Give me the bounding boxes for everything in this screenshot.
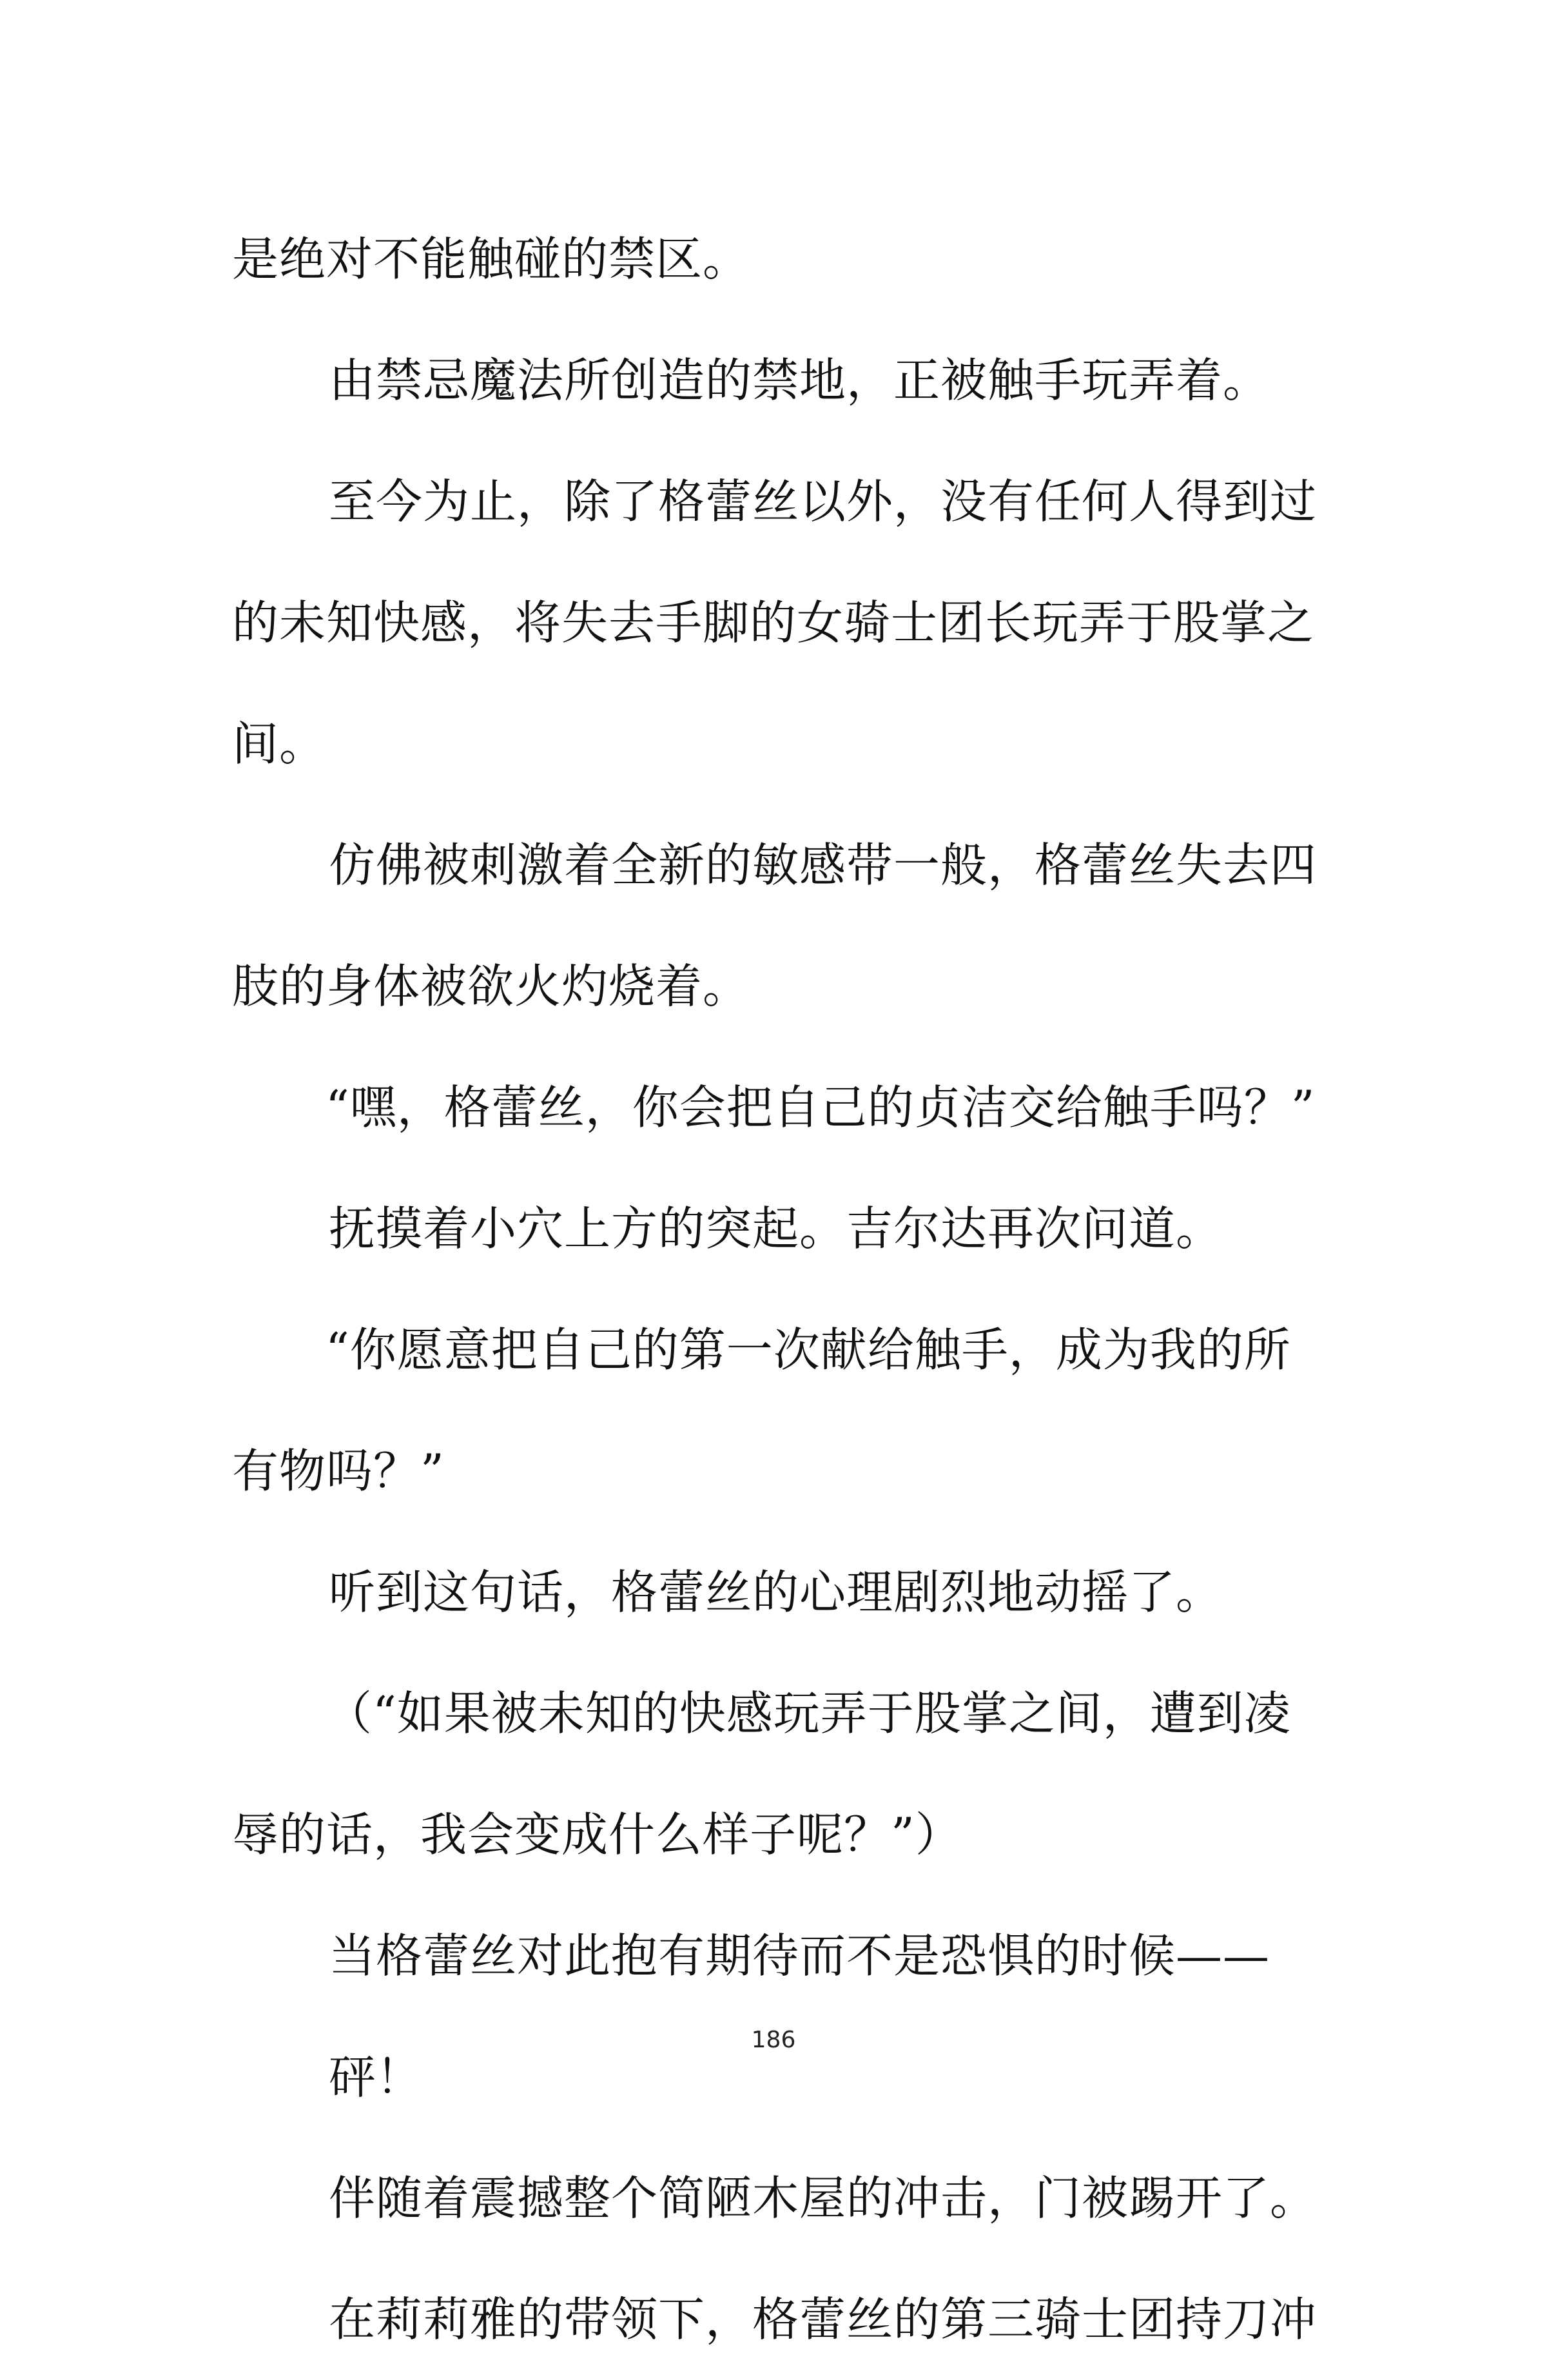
text-line: “你愿意把自己的第一次献给触手，成为我的所	[326, 1323, 1291, 1377]
text-line: 伴随着震撼整个简陋木屋的冲击，门被踢开了。	[329, 2171, 1318, 2225]
text-line: 至今为止，除了格蕾丝以外，没有任何人得到过	[329, 474, 1318, 529]
text-line: 听到这句话，格蕾丝的心理剧烈地动摇了。	[329, 1565, 1223, 1619]
text-line: （“如果被未知的快感玩弄于股掌之间，遭到凌	[326, 1686, 1291, 1741]
text-line: 砰！	[329, 2050, 423, 2104]
text-line: 由禁忌魔法所创造的禁地，正被触手玩弄着。	[329, 353, 1270, 407]
text-line: 当格蕾丝对此抱有期待而不是恐惧的时候——	[329, 1929, 1270, 1983]
text-line: 辱的话，我会变成什么样子呢？”）	[232, 1808, 962, 1862]
page-number: 186	[751, 2027, 796, 2053]
text-line: 有物吗？”	[232, 1444, 445, 1498]
text-line: 在莉莉雅的带领下，格蕾丝的第三骑士团持刀冲	[329, 2292, 1318, 2346]
text-line: “嘿，格蕾丝，你会把自己的贞洁交给触手吗？”	[326, 1080, 1316, 1135]
text-line: 的未知快感，将失去手脚的女骑士团长玩弄于股掌之	[232, 596, 1315, 650]
text-line: 抚摸着小穴上方的突起。吉尔达再次问道。	[329, 1202, 1223, 1256]
text-line: 间。	[232, 717, 327, 771]
text-line: 仿佛被刺激着全新的敏感带一般，格蕾丝失去四	[329, 838, 1318, 892]
text-line: 是绝对不能触碰的禁区。	[232, 232, 750, 286]
text-line: 肢的身体被欲火灼烧着。	[232, 959, 750, 1013]
